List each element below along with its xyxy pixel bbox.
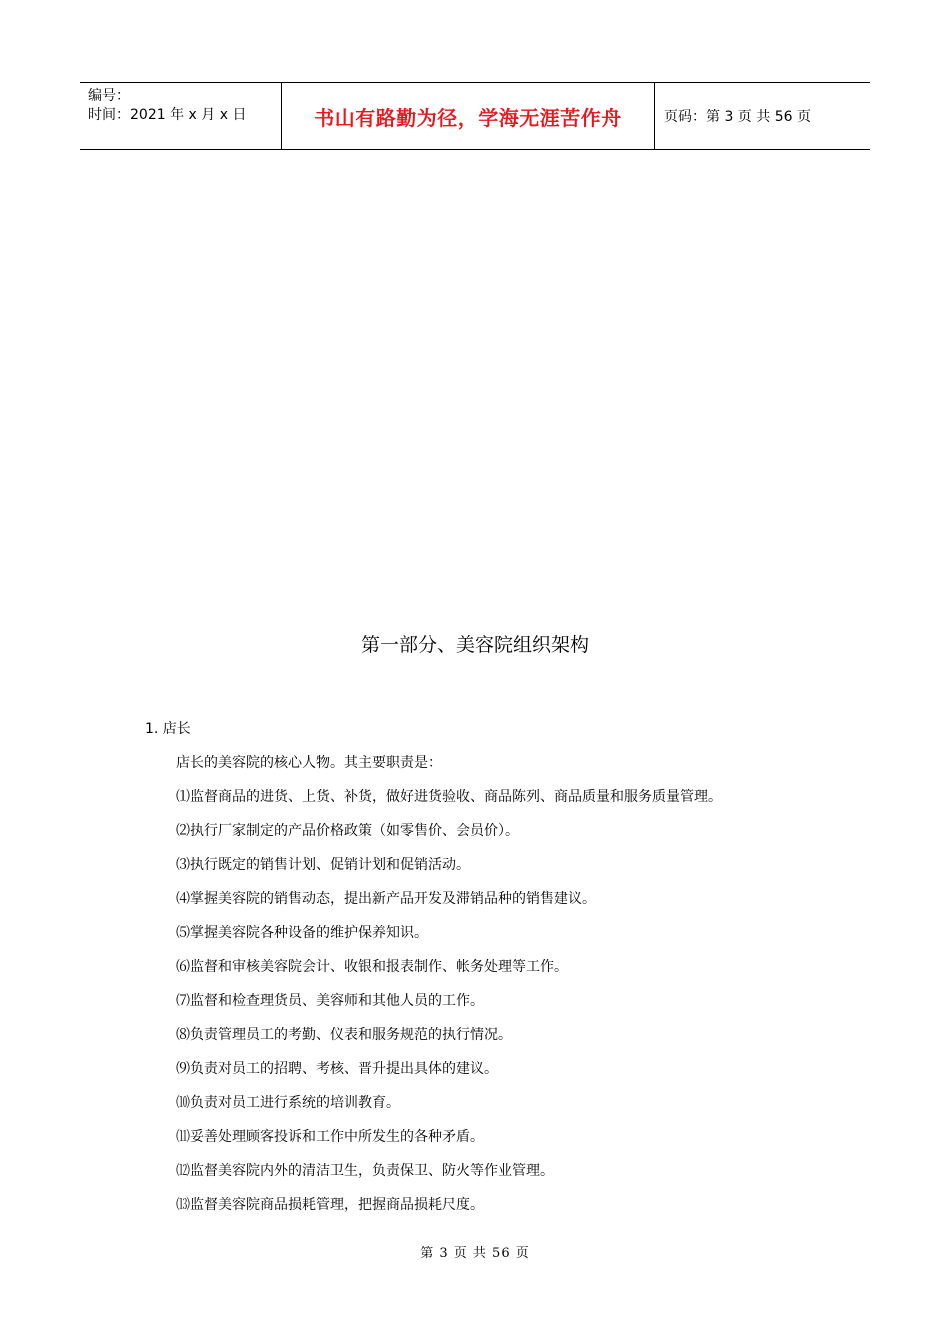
list-item: ⑺监督和检查理货员、美容师和其他人员的工作。 [176,993,484,1009]
list-item: ⑽负责对员工进行系统的培训教育。 [176,1095,400,1111]
section-heading: 1. 店长 [145,721,191,737]
list-item: ⑿监督美容院内外的清洁卫生，负责保卫、防火等作业管理。 [176,1163,554,1179]
list-item: ⑼负责对员工的招聘、考核、晋升提出具体的建议。 [176,1061,498,1077]
header-meta [80,83,281,149]
header-page-info: 页码：第 3 页 共 56 页 [664,109,811,125]
list-item: ⑷掌握美容院的销售动态，提出新产品开发及滞销品种的销售建议。 [176,891,596,907]
header-motto: 书山有路勤为径，学海无涯苦作舟 [281,83,655,149]
list-item: ⑵执行厂家制定的产品价格政策（如零售价、会员价）。 [176,823,519,839]
list-item: ⑹监督和审核美容院会计、收银和报表制作、帐务处理等工作。 [176,959,568,975]
list-item: ⑻负责管理员工的考勤、仪表和服务规范的执行情况。 [176,1027,512,1043]
number-label: 编号： [88,88,130,104]
list-item: ⑶执行既定的销售计划、促销计划和促销活动。 [176,857,470,873]
time-label: 时间：2021 年 x 月 x 日 [88,107,247,123]
list-item: ⒀监督美容院商品损耗管理，把握商品损耗尺度。 [176,1197,484,1213]
page-footer: 第 3 页 共 56 页 [420,1246,530,1261]
list-item: ⑾妥善处理顾客投诉和工作中所发生的各种矛盾。 [176,1129,484,1145]
intro-paragraph: 店长的美容院的核心人物。其主要职责是： [176,755,442,771]
duty-list [176,787,722,1229]
document-title: 第一部分、美容院组织架构 [360,634,589,656]
page-header [80,82,870,150]
list-item: ⑸掌握美容院各种设备的维护保养知识。 [176,925,428,941]
list-item: ⑴监督商品的进货、上货、补货，做好进货验收、商品陈列、商品质量和服务质量管理。 [176,789,722,805]
